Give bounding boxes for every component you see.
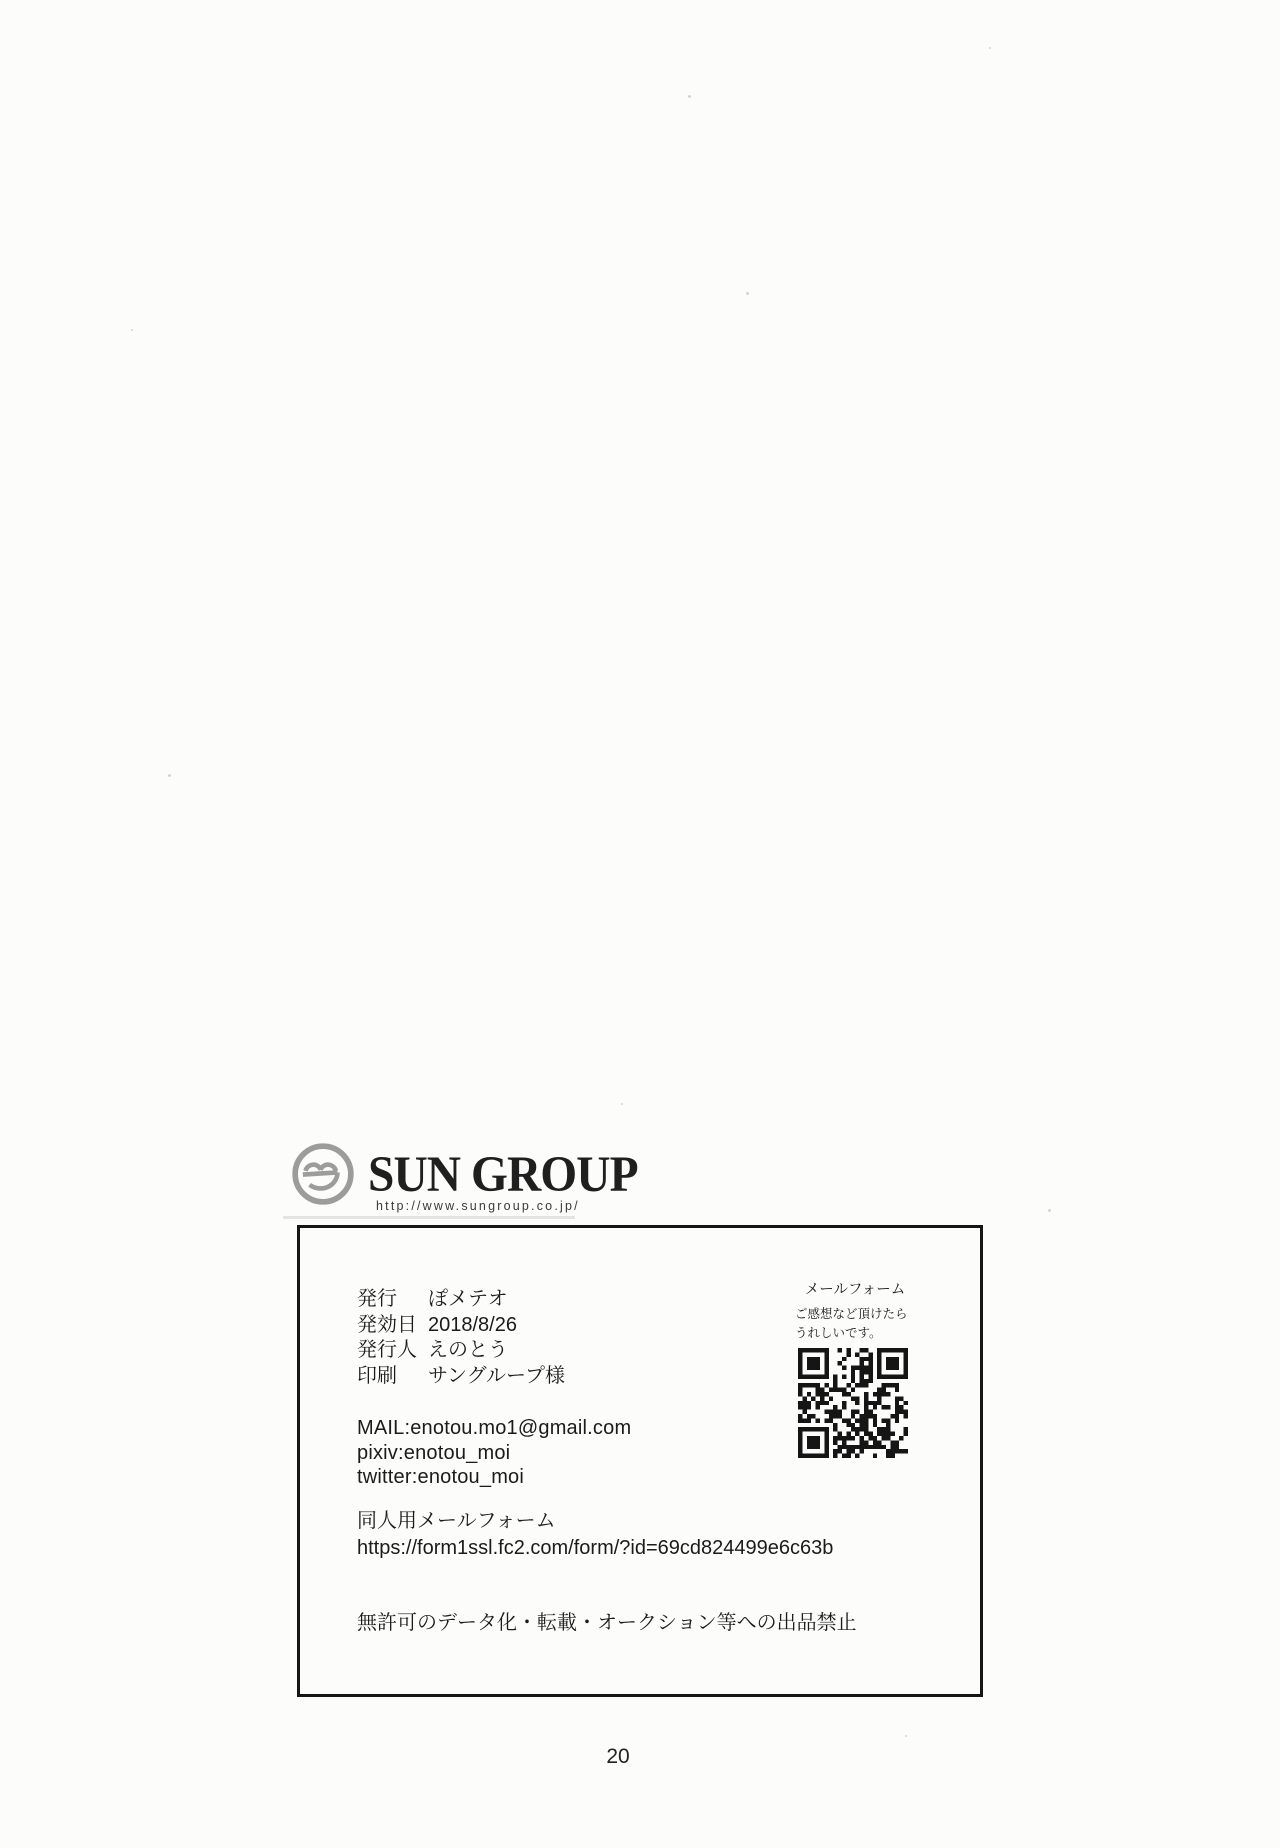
scan-speck [1048,1209,1051,1212]
colophon-box [297,1225,983,1697]
contact-info [357,1416,631,1490]
qr-panel-heading: メールフォーム [804,1282,906,1298]
mailform-section [357,1508,833,1562]
qr-code-icon [798,1348,908,1458]
publication-info [357,1287,565,1389]
reproduction-notice: 無許可のデータ化・転載・オークション等への出品禁止 [357,1612,857,1634]
page-number: 20 [606,1745,630,1768]
publication-value: えのとう [428,1339,508,1361]
publication-row-printer [357,1364,565,1390]
publication-label: 発行人 [357,1339,417,1361]
scan-speck [168,774,171,777]
scan-speck [746,292,749,295]
mailform-title: 同人用メールフォーム [357,1510,556,1532]
publication-value: サングループ様 [428,1364,565,1387]
publication-row-date [357,1313,565,1339]
sungroup-logo-icon [290,1141,356,1207]
contact-pixiv: pixiv:enotou_moi [357,1441,511,1464]
publication-row-circle [357,1287,565,1313]
publication-row-author [357,1338,565,1364]
scan-speck [621,1103,623,1105]
printer-logo-url: http://www.sungroup.co.jp/ [376,1199,580,1213]
scan-speck [989,47,991,49]
publication-value: ぽメテオ [428,1288,508,1310]
publication-label: 発行 [357,1288,397,1310]
publication-label: 印刷 [357,1364,397,1387]
printer-logo-name: SUN GROUP [368,1147,638,1203]
qr-panel-line1: ご感想など頂けたら [795,1307,908,1321]
mailform-url: https://form1ssl.fc2.com/form/?id=69cd824499e6c63b [357,1537,834,1559]
scan-speck [131,329,133,331]
qr-panel [795,1278,915,1343]
scan-speck [688,95,691,98]
contact-twitter: twitter:enotou_moi [357,1466,525,1488]
scan-artifact-line [283,1216,575,1219]
qr-panel-line2: うれしいです。 [795,1326,882,1340]
publication-value: 2018/8/26 [428,1313,517,1336]
contact-mail: MAIL:enotou.mo1@gmail.com [357,1417,632,1439]
publication-label: 発効日 [357,1313,417,1336]
scan-speck [905,1735,907,1737]
